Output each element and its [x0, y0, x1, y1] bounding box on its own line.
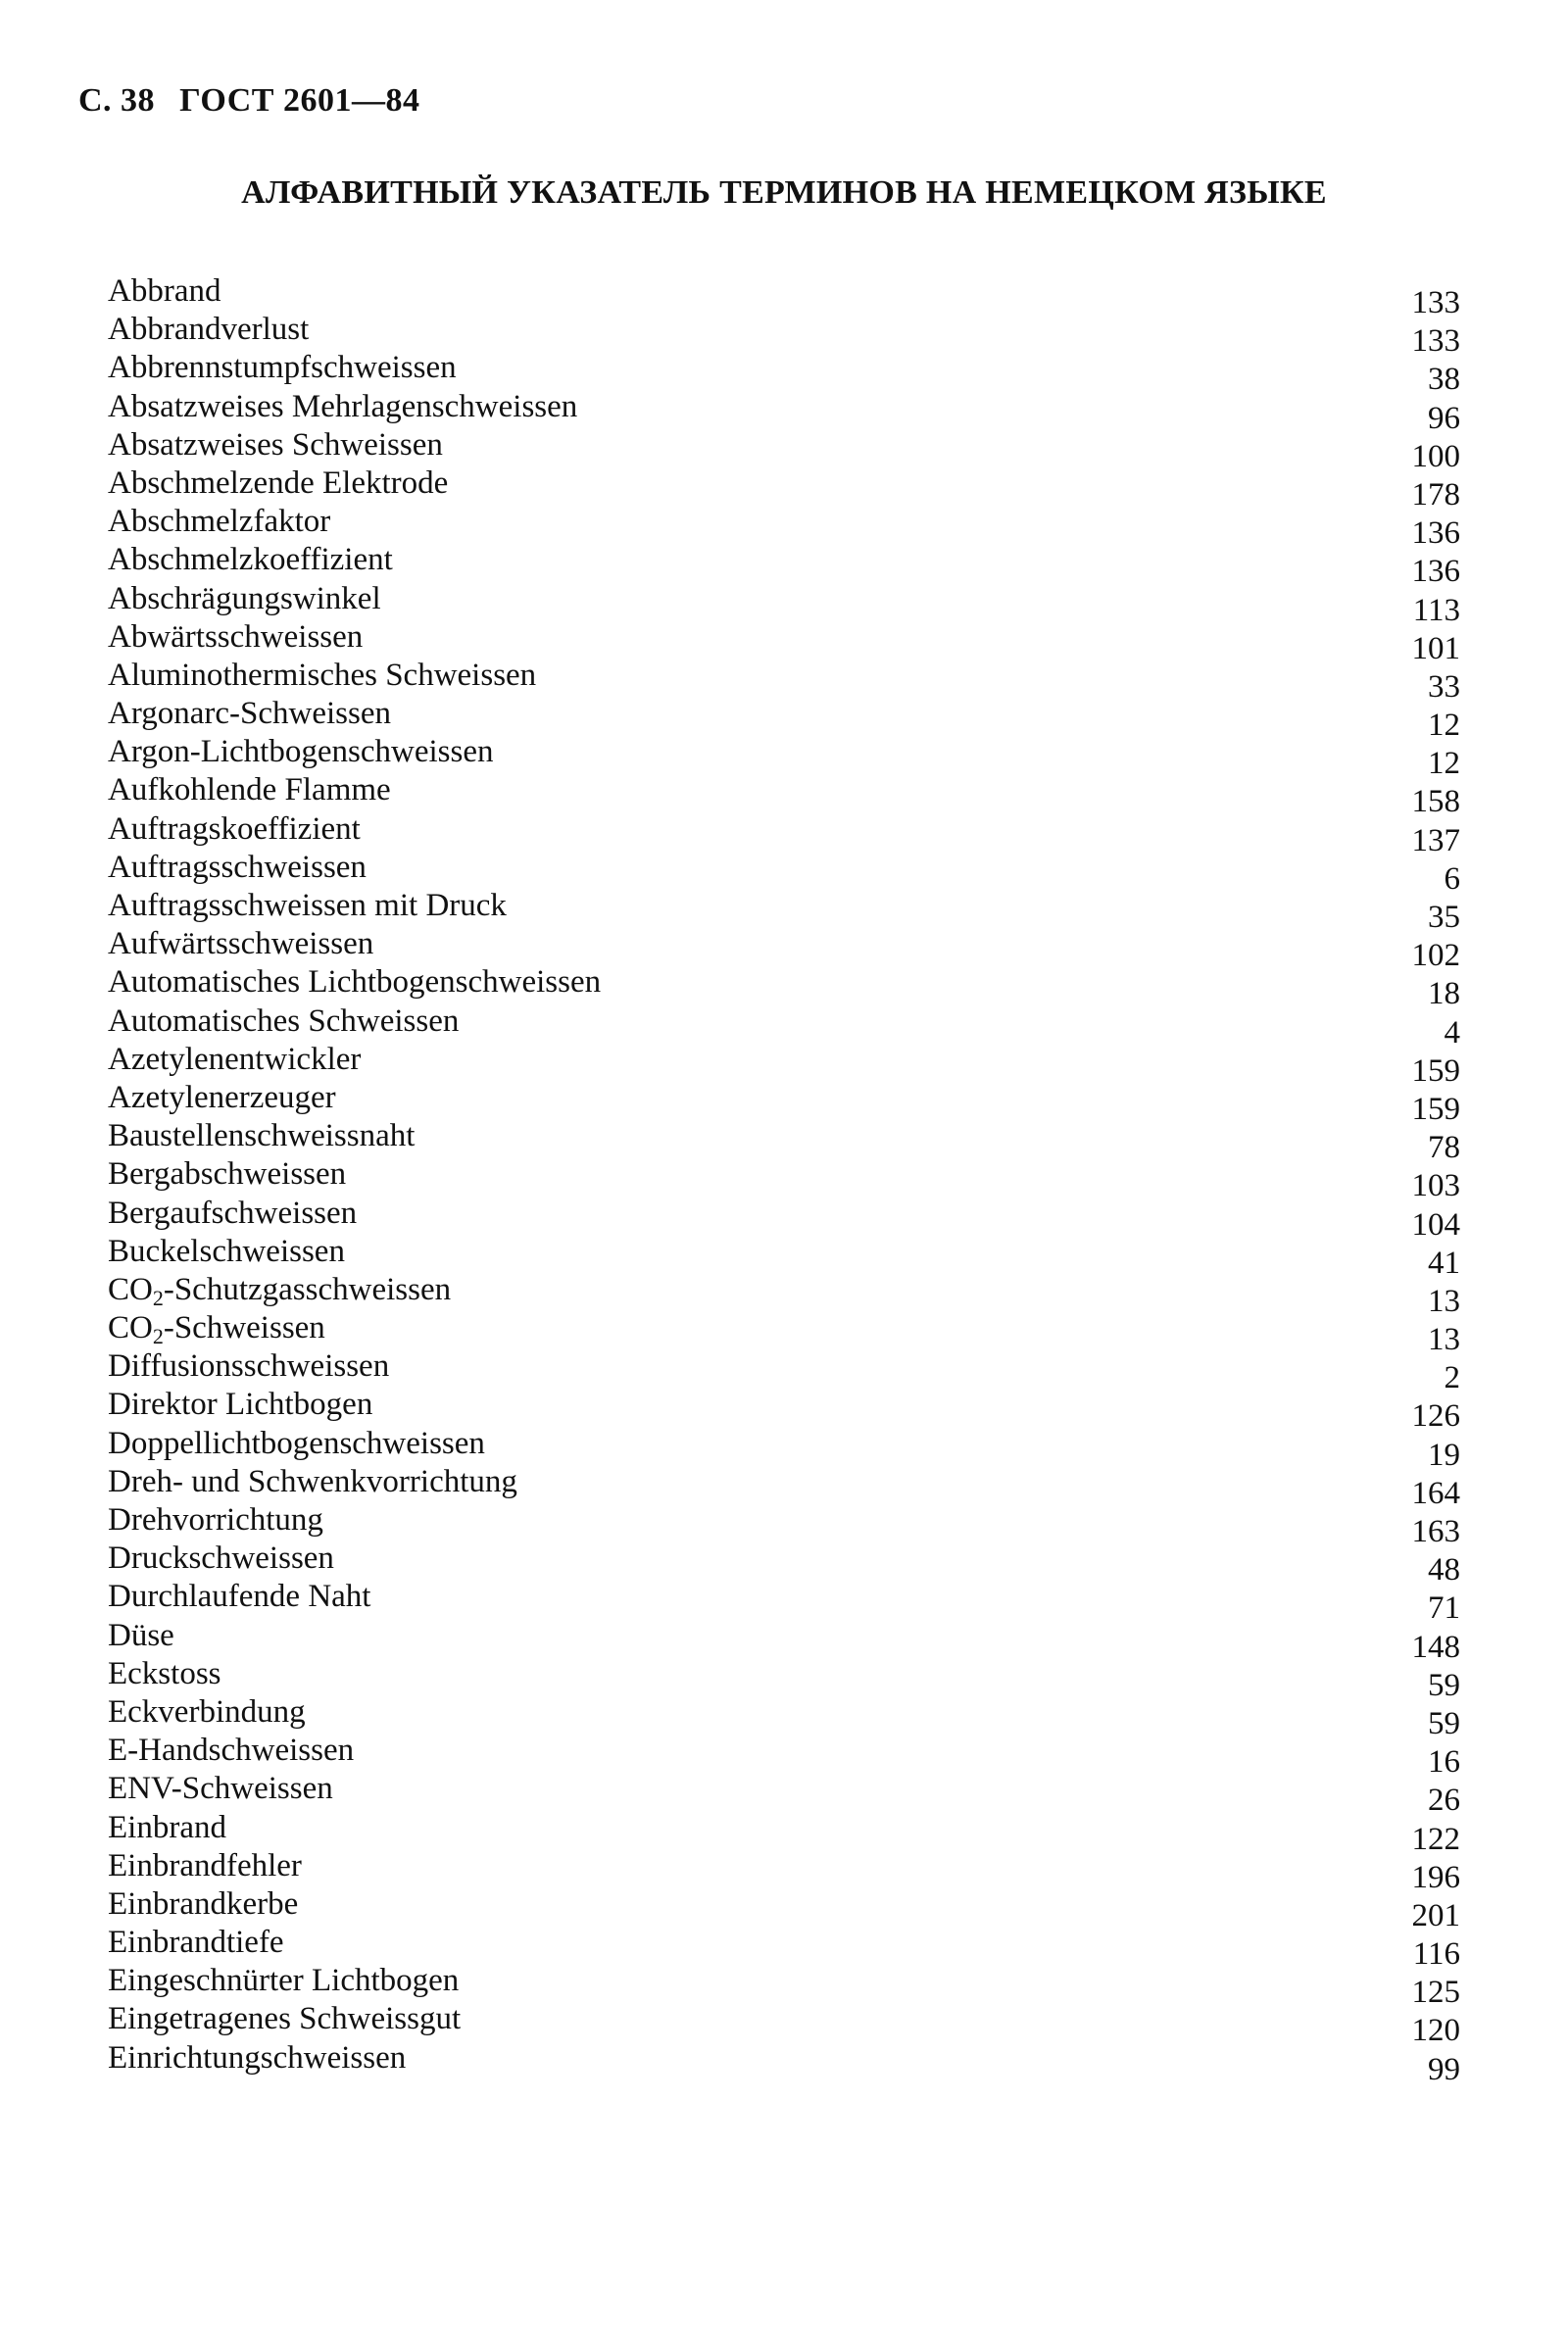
index-term: Dreh- und Schwenkvorrichtung [108, 1463, 517, 1499]
index-term-subscript: 2 [152, 1324, 164, 1349]
index-term-number: 100 [1411, 438, 1460, 474]
index-entry [108, 1347, 1460, 1396]
index-entry [108, 1962, 1460, 2011]
index-entry [108, 1309, 1460, 1358]
index-term: Abbrennstumpfschweissen [108, 350, 457, 386]
index-term-number: 116 [1412, 1936, 1460, 1973]
index-title: АЛФАВИТНЫЙ УКАЗАТЕЛЬ ТЕРМИНОВ НА НЕМЕЦКОМ ЯЗЫКЕ [241, 174, 1327, 211]
page-number: С. 38 [78, 82, 156, 119]
index-term-number: 78 [1428, 1130, 1460, 1166]
index-term-number: 16 [1428, 1744, 1460, 1781]
index-term-suffix: -Schutzgasschweissen [163, 1271, 452, 1307]
index-term-number: 178 [1411, 476, 1460, 513]
index-term-number: 136 [1411, 554, 1460, 590]
index-term-number: 12 [1428, 746, 1460, 782]
index-entry [108, 925, 1460, 974]
index-term: Absatzweises Mehrlagenschweissen [108, 388, 578, 424]
index-term-number: 12 [1428, 708, 1460, 744]
index-term [108, 1309, 325, 1349]
index-term: Auftragskoeffizient [108, 810, 361, 847]
index-term-number: 102 [1411, 938, 1460, 974]
index-term-number: 13 [1428, 1322, 1460, 1358]
index-term-number: 126 [1411, 1398, 1460, 1435]
index-term-number: 33 [1428, 668, 1460, 705]
index-entry [108, 465, 1460, 513]
index-term: Eingetragenes Schweissgut [108, 2001, 462, 2037]
index-term: Azetylenerzeuger [108, 1079, 336, 1115]
index-term: Doppellichtbogenschweissen [108, 1425, 485, 1461]
index-term: Buckelschweissen [108, 1233, 345, 1269]
index-term-subscript: 2 [152, 1285, 164, 1310]
page-header [78, 82, 419, 120]
index-entry [108, 1540, 1460, 1589]
index-entry [108, 349, 1460, 398]
index-term-number: 99 [1428, 2051, 1460, 2087]
index-term: Automatisches Lichtbogenschweissen [108, 964, 602, 1001]
index-term: Eingeschnürter Lichtbogen [108, 1963, 460, 1999]
index-term-number: 59 [1428, 1705, 1460, 1741]
index-term-number: 48 [1428, 1552, 1460, 1589]
index-term: Einbrand [108, 1809, 226, 1845]
index-term [108, 1271, 451, 1311]
index-term: Abschrägungswinkel [108, 580, 381, 616]
index-term-number: 13 [1428, 1283, 1460, 1319]
index-term: Baustellenschweissnaht [108, 1118, 416, 1154]
index-term: Abschmelzfaktor [108, 504, 331, 540]
index-entry [108, 580, 1460, 628]
index-term-number: 133 [1411, 285, 1460, 320]
index-term: Eckstoss [108, 1655, 221, 1691]
index-entry [108, 810, 1460, 858]
index-term-number: 2 [1444, 1360, 1460, 1396]
index-term-number: 96 [1428, 400, 1460, 436]
index-entry [108, 2000, 1460, 2049]
index-entry [108, 2039, 1460, 2087]
index-term-number: 71 [1428, 1590, 1460, 1627]
index-term: Abschmelzende Elektrode [108, 465, 449, 501]
index-term-number: 26 [1428, 1783, 1460, 1819]
index-term: Automatisches Schweissen [108, 1002, 460, 1039]
index-entry [108, 1079, 1460, 1127]
index-entry [108, 1578, 1460, 1627]
index-entry [108, 1617, 1460, 1665]
index-term: Bergabschweissen [108, 1156, 347, 1193]
index-term-number: 122 [1411, 1821, 1460, 1857]
index-entry [108, 1732, 1460, 1781]
index-term-number: 159 [1411, 1052, 1460, 1089]
index-term: Druckschweissen [108, 1540, 334, 1577]
index-term-number: 103 [1411, 1168, 1460, 1204]
index-entry [108, 1117, 1460, 1166]
index-term-number: 137 [1411, 822, 1460, 858]
index-term-number: 6 [1444, 860, 1460, 897]
index-entry [108, 426, 1460, 474]
index-term-number: 38 [1428, 362, 1460, 398]
index-term: Drehvorrichtung [108, 1502, 323, 1538]
index-term-number: 164 [1411, 1475, 1460, 1511]
index-term: Diffusionsschweissen [108, 1348, 390, 1385]
index-term: Abwärtsschweissen [108, 618, 364, 655]
index-entry [108, 1425, 1460, 1473]
index-term: Aufwärtsschweissen [108, 926, 374, 962]
index-term: Azetylenentwickler [108, 1041, 362, 1077]
index-term-number: 18 [1428, 976, 1460, 1012]
index-term-number: 125 [1411, 1975, 1460, 2011]
index-entry [108, 272, 1460, 320]
index-entry [108, 733, 1460, 782]
index-term: Direktor Lichtbogen [108, 1387, 373, 1423]
index-term-prefix: CO [108, 1310, 153, 1346]
index-term: Bergaufschweissen [108, 1195, 358, 1231]
index-term-prefix: CO [108, 1271, 153, 1307]
index-term: Düse [108, 1617, 174, 1653]
index-entry [108, 771, 1460, 820]
index-term-number: 133 [1411, 323, 1460, 360]
index-term-number: 201 [1411, 1897, 1460, 1933]
index-term-number: 159 [1411, 1091, 1460, 1127]
standard-code: ГОСТ 2601—84 [179, 82, 420, 119]
index-term: ENV-Schweissen [108, 1771, 333, 1807]
index-term: Aufkohlende Flamme [108, 772, 391, 808]
index-entry [108, 849, 1460, 897]
index-list [108, 272, 1460, 2087]
index-entry [108, 311, 1460, 360]
index-entry [108, 1847, 1460, 1895]
index-entry [108, 657, 1460, 705]
index-term-number: 104 [1411, 1206, 1460, 1243]
index-term-number: 41 [1428, 1245, 1460, 1281]
index-entry [108, 388, 1460, 436]
index-term: Argon-Lichtbogenschweissen [108, 734, 494, 770]
index-entry [108, 541, 1460, 590]
index-entry [108, 1233, 1460, 1281]
index-entry [108, 1195, 1460, 1243]
index-term-number: 19 [1428, 1437, 1460, 1473]
index-entry [108, 1271, 1460, 1319]
index-entry [108, 1924, 1460, 1973]
index-entry [108, 1386, 1460, 1435]
index-term: Abbrand [108, 273, 221, 309]
index-entry [108, 1041, 1460, 1089]
index-entry [108, 1770, 1460, 1819]
index-term: Einbrandfehler [108, 1847, 302, 1883]
index-term-number: 120 [1411, 2013, 1460, 2049]
index-term-number: 158 [1411, 784, 1460, 820]
index-entry [108, 887, 1460, 935]
index-term-suffix: -Schweissen [163, 1310, 325, 1346]
index-entry [108, 1693, 1460, 1741]
index-term-number: 163 [1411, 1514, 1460, 1549]
index-term-number: 59 [1428, 1667, 1460, 1703]
index-entry [108, 695, 1460, 744]
index-term: Einbrandkerbe [108, 1885, 299, 1922]
index-entry [108, 1463, 1460, 1511]
index-term: Abbrandverlust [108, 312, 310, 348]
index-term: Einbrandtiefe [108, 1925, 284, 1961]
index-term: Aluminothermisches Schweissen [108, 657, 537, 693]
index-term-number: 196 [1411, 1859, 1460, 1895]
index-term: Abschmelzkoeffizient [108, 542, 393, 578]
index-term: Durchlaufende Naht [108, 1579, 371, 1615]
index-entry [108, 1501, 1460, 1549]
index-term: Argonarc-Schweissen [108, 696, 391, 732]
index-entry [108, 1809, 1460, 1857]
index-entry [108, 1885, 1460, 1933]
index-term-number: 136 [1411, 515, 1460, 552]
index-term: Auftragsschweissen mit Druck [108, 888, 507, 923]
index-term-number: 4 [1444, 1014, 1460, 1051]
index-term: E-Handschweissen [108, 1733, 355, 1769]
index-entry [108, 963, 1460, 1012]
index-entry [108, 1655, 1460, 1703]
index-term-number: 148 [1411, 1629, 1460, 1665]
index-entry [108, 503, 1460, 552]
index-entry [108, 618, 1460, 666]
index-term: Absatzweises Schweissen [108, 426, 443, 463]
index-term-number: 113 [1412, 592, 1460, 628]
index-term: Einrichtungschweissen [108, 2039, 407, 2076]
index-entry [108, 1155, 1460, 1204]
index-term-number: 101 [1411, 630, 1460, 666]
index-term: Eckverbindung [108, 1693, 306, 1730]
index-term: Auftragsschweissen [108, 849, 367, 885]
index-term-number: 35 [1428, 900, 1460, 935]
index-entry [108, 1002, 1460, 1051]
